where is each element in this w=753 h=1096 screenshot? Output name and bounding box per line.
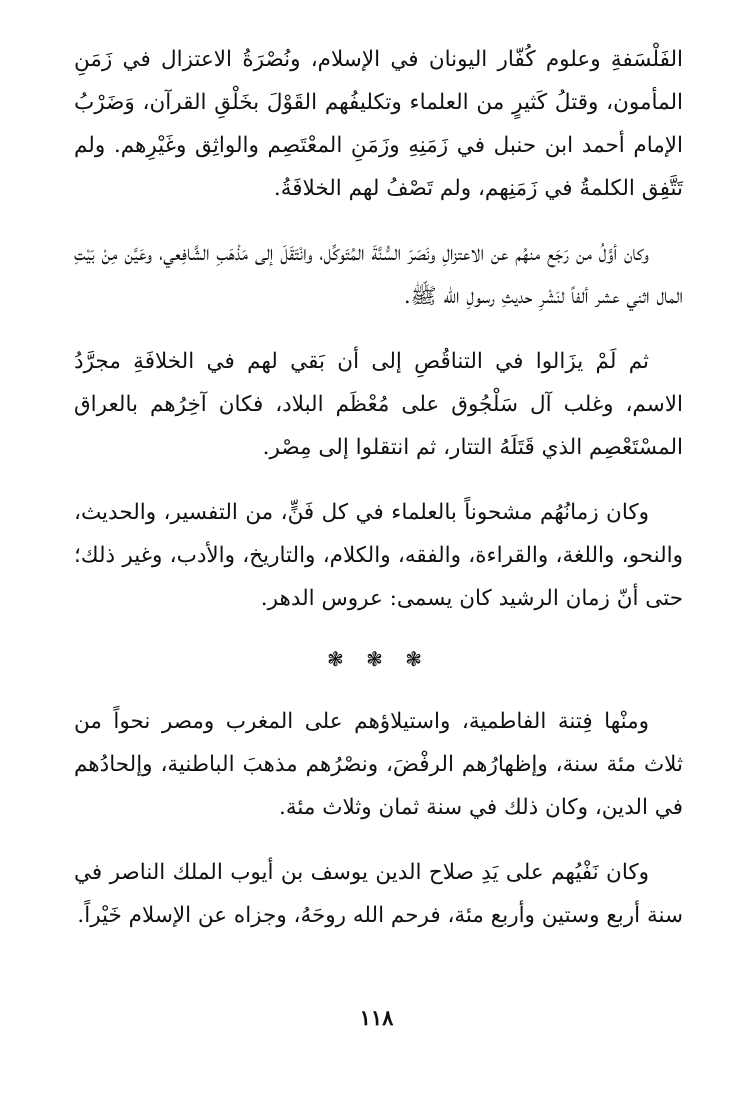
- section-divider-ornament: ❃ ❃ ❃: [327, 647, 430, 671]
- paragraph-4: وكان زمانُهُم مشحوناً بالعلماء في كل فَنٍّ، من التفسير، والحديث، والنحو، واللغة، والقراءة، والفقه، والكلام، والتاريخ، والأدب، وغير ذلك؛ حتى أنّ زمان الرشيد كان يسمى: عروس الدهر.: [74, 500, 683, 611]
- paragraph-6: وكان نَفْيُهم على يَدِ صلاح الدين يوسف بن أيوب الملك الناصر في سنة أربع وستين وأربع مئة، فرحم الله روحَهُ، وجزاه عن الإسلام خَيْراً.: [74, 860, 683, 928]
- page-body: [74, 38, 683, 959]
- page-number: ١١٨: [359, 1005, 394, 1030]
- paragraph-3: ثم لَمْ يزَالوا في التناقُصِ إلى أن بَقي لهم في الخلافَةِ مجرَّدُ الاسم، وغلب آل سَلْجُوق على مُعْظَم البلاد، فكان آخِرُهم بالعراق المسْتَعْصِم الذي قَتَلَهُ التتار، ثم انتقلوا إلى مِصْر.: [74, 349, 683, 460]
- paragraph-2: وكان أوَّلُ من رَجَع منهُم عن الاعتزالِ ونَصَرَ السُّنَّةَ المُتَوكِّل، وانْتَقَلَ إلى مَذْهَبِ الشَّافِعي، وعَيَّن مِنْ بَيْتِ المال اثني عشر ألفاً لنَشْرِ حديثِ رسولِ الله ﷺ.: [74, 241, 683, 309]
- paragraph-1: الفَلْسَفةِ وعلوم كُفّار اليونان في الإسلام، ونُصْرَةُ الاعتزال في زَمَنِ المأمون، وقتلُ كَثيرٍ من العلماء وتكليفُهم القَوْلَ بخَلْقِ القرآن، وَضَرْبُ الإمام أحمد ابن حنبل في زَمَنِهِ وزَمَنِ المعْتَصِم والواثِق وغَيْرِهم. ولم تَتَّفِق الكلمةُ في زَمَنِهم، ولم تَصْفُ لهم الخلافَةُ.: [74, 47, 683, 201]
- paragraph-5: ومنْها فِتنة الفاطمية، واستيلاؤهم على المغرب ومصر نحواً من ثلاث مئة سنة، وإظهارُهم الرفْضَ، ونصْرُهم مذهبَ الباطنية، وإلحادُهم في الدين، وكان ذلك في سنة ثمان وثلاث مئة.: [74, 709, 683, 820]
